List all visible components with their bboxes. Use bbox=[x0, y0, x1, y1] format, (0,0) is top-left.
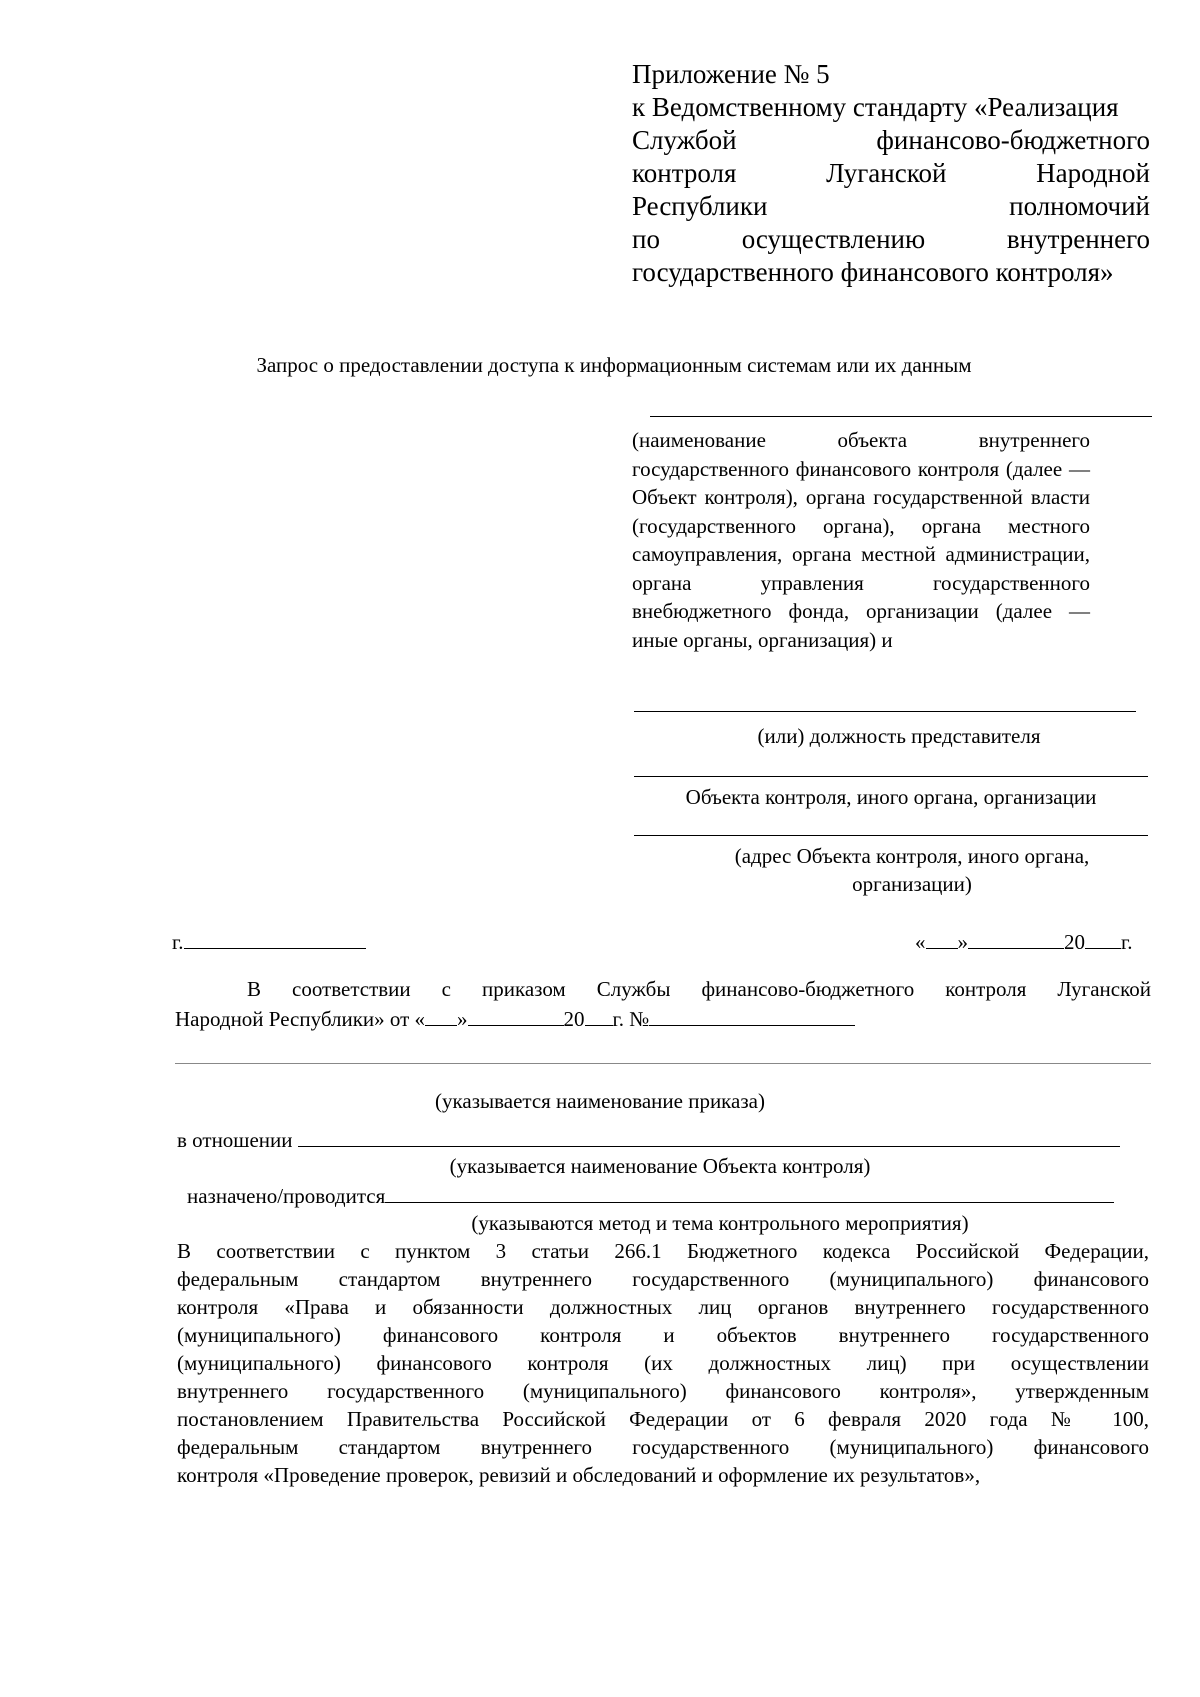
body-line: (муниципального) финансового контроля (их должностных лиц) при осуществлении bbox=[177, 1351, 1149, 1375]
order-line-2 bbox=[175, 1003, 1151, 1033]
method-caption: (указываются метод и тема контрольного мероприятия) bbox=[471, 1211, 969, 1235]
object-name-line bbox=[650, 416, 1152, 417]
order-number-blank bbox=[649, 1003, 855, 1026]
order-day-blank bbox=[425, 1003, 457, 1026]
address-caption-2: организации) bbox=[852, 872, 972, 896]
appendix-line: к Ведомственному стандарту «Реализация bbox=[632, 92, 1119, 122]
order-year-prefix: 20 bbox=[563, 1007, 585, 1031]
year-prefix: 20 bbox=[1064, 930, 1085, 954]
object-name-caption: (указывается наименование Объекта контроля) bbox=[449, 1154, 871, 1178]
appendix-line: Республики полномочий bbox=[632, 191, 1150, 221]
year-blank bbox=[1085, 926, 1121, 949]
relation-label: в отношении bbox=[177, 1128, 293, 1152]
representative-line bbox=[634, 776, 1148, 777]
body-line: контроля «Права и обязанности должностных лиц органов внутреннего государственного bbox=[177, 1295, 1149, 1319]
order-date-prefix: Народной Республики» от « bbox=[175, 1007, 426, 1031]
order-paragraph bbox=[175, 975, 1151, 1033]
appendix-line: Приложение № 5 bbox=[632, 59, 830, 89]
order-line-1: В соответствии с приказом Службы финансово-бюджетного контроля Луганской bbox=[247, 977, 1151, 1001]
day-blank bbox=[926, 926, 958, 949]
appendix-line: Службой финансово-бюджетного bbox=[632, 125, 1150, 155]
relation-row bbox=[177, 1124, 1120, 1154]
order-month-blank bbox=[468, 1003, 564, 1026]
position-caption: (или) должность представителя bbox=[757, 724, 1041, 748]
body-line: (муниципального) финансового контроля и объектов внутреннего государственного bbox=[177, 1323, 1149, 1347]
body-line: постановлением Правительства Российской Федерации от 6 февраля 2020 года № 100, bbox=[177, 1407, 1149, 1431]
assigned-label: назначено/проводится bbox=[187, 1184, 386, 1208]
representative-caption: Объекта контроля, иного органа, организации bbox=[685, 785, 1097, 809]
date-close-quote: » bbox=[957, 930, 968, 954]
appendix-line: по осуществлению внутреннего bbox=[632, 224, 1150, 254]
date-open-quote: « bbox=[915, 930, 926, 954]
appendix-line: государственного финансового контроля» bbox=[632, 257, 1114, 287]
year-suffix: г. bbox=[1121, 930, 1133, 954]
assigned-blank bbox=[385, 1180, 1114, 1203]
order-year-blank bbox=[585, 1003, 613, 1026]
address-caption-1: (адрес Объекта контроля, иного органа, bbox=[734, 844, 1090, 868]
month-blank bbox=[968, 926, 1064, 949]
relation-blank bbox=[298, 1124, 1120, 1147]
order-date-close: » bbox=[457, 1007, 468, 1031]
appendix-header bbox=[632, 58, 1150, 289]
city-prefix: г. bbox=[172, 930, 184, 954]
appendix-line: контроля Луганской Народной bbox=[632, 158, 1150, 188]
city-field bbox=[172, 926, 366, 956]
body-line: контроля «Проведение проверок, ревизий и обследований и оформление их результатов», bbox=[177, 1463, 981, 1487]
assigned-row bbox=[187, 1180, 1114, 1210]
order-name-line bbox=[175, 1063, 1151, 1064]
order-name-caption: (указывается наименование приказа) bbox=[435, 1089, 765, 1113]
object-caption: (наименование объекта внутреннего государственного финансового контроля (далее — Объект контроля), органа государственной власти (государственного органа), органа местного самоуправления, органа местной администрации, органа управления государственного внебюджетного фонда, организации (далее — иные органы, организация) и bbox=[632, 428, 1090, 652]
body-line: федеральным стандартом внутреннего государственного (муниципального) финансового bbox=[177, 1267, 1149, 1291]
date-field bbox=[915, 926, 1133, 956]
order-number-prefix: г. № bbox=[612, 1007, 650, 1031]
object-name-line-2 bbox=[634, 711, 1136, 712]
document-title: Запрос о предоставлении доступа к информационным системам или их данным bbox=[256, 353, 972, 377]
body-paragraph bbox=[177, 1237, 1149, 1489]
body-line: федеральным стандартом внутреннего государственного (муниципального) финансового bbox=[177, 1435, 1149, 1459]
address-line bbox=[634, 835, 1148, 836]
city-blank bbox=[184, 926, 366, 949]
body-line: В соответствии с пунктом 3 статьи 266.1 Бюджетного кодекса Российской Федерации, bbox=[177, 1239, 1149, 1263]
body-line: внутреннего государственного (муниципального) финансового контроля», утвержденным bbox=[177, 1379, 1149, 1403]
